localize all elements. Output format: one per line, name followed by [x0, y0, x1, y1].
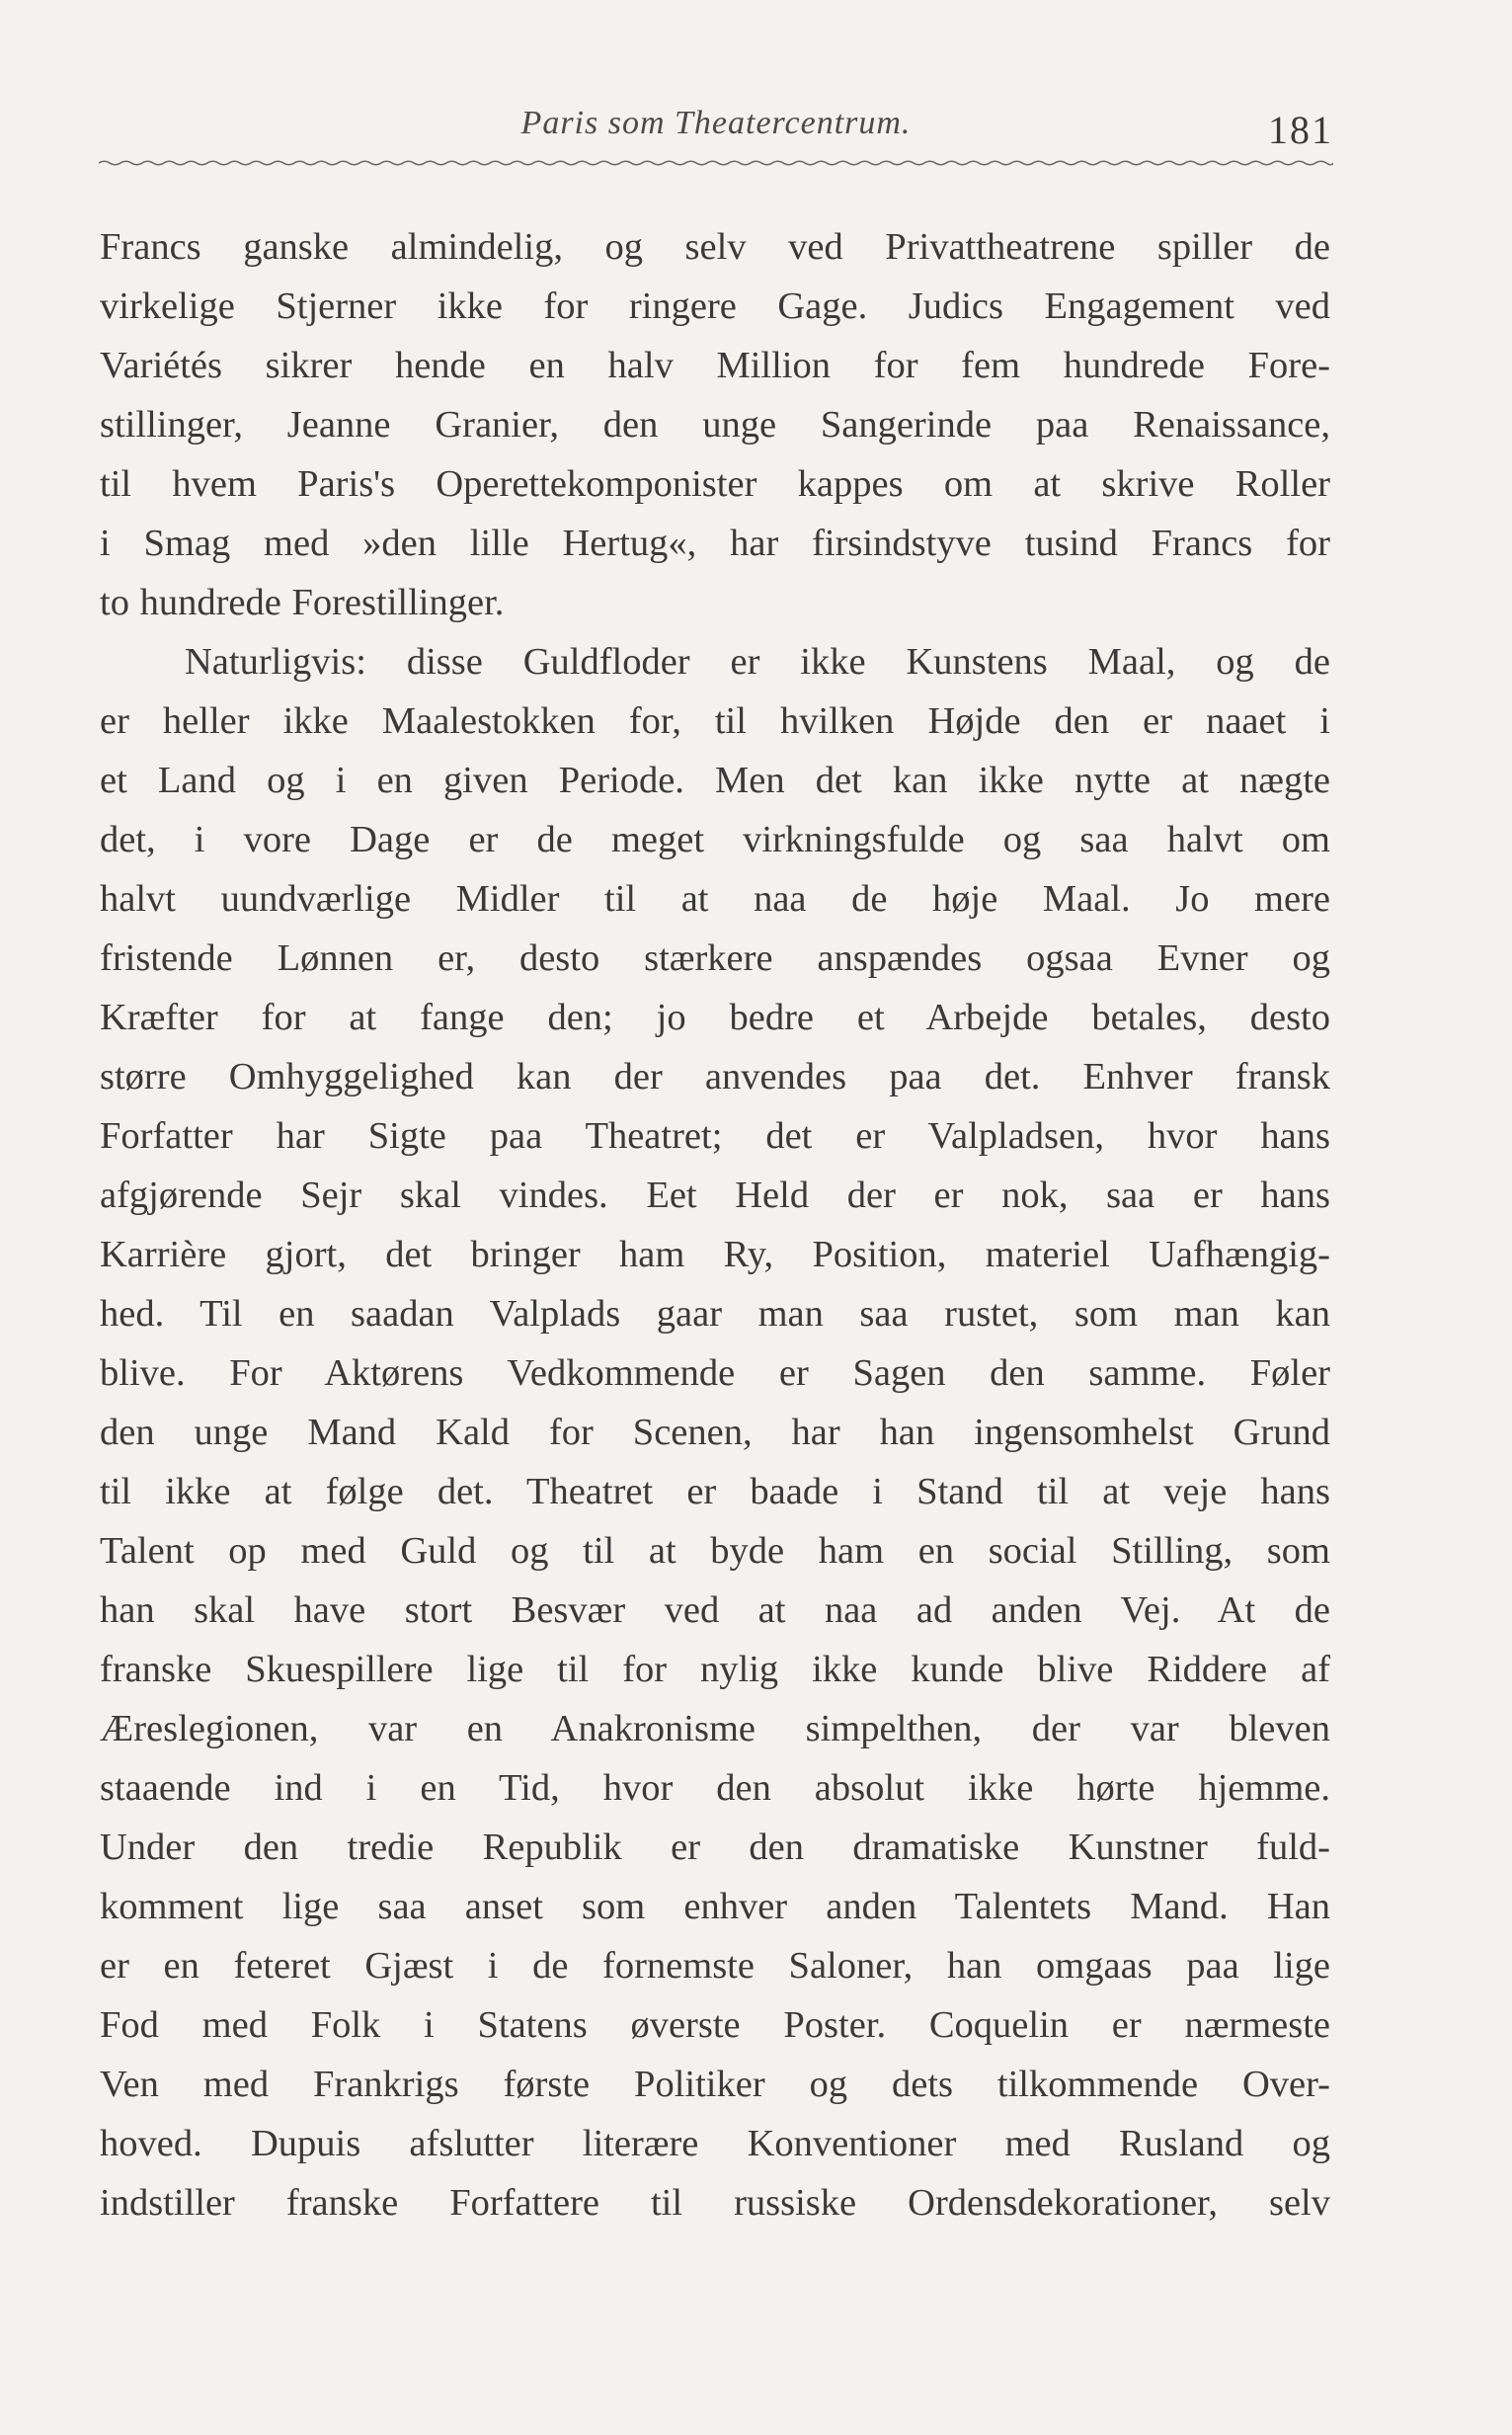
text-line: er en feteret Gjæst i de fornemste Saloner, han omgaas paa lige: [100, 1945, 1330, 1987]
text-line: stillinger, Jeanne Granier, den unge Sangerinde paa Renaissance,: [100, 404, 1330, 446]
body-text: [100, 217, 1330, 2232]
ornamental-rule: [99, 156, 1333, 170]
text-line: Æreslegionen, var en Anakronisme simpelthen, der var bleven: [100, 1708, 1330, 1749]
text-line: komment lige saa anset som enhver anden Talentets Mand. Han: [100, 1886, 1330, 1927]
text-line: fristende Lønnen er, desto stærkere anspændes ogsaa Evner og: [100, 937, 1330, 979]
text-line: til ikke at følge det. Theatret er baade i Stand til at veje hans: [100, 1471, 1330, 1512]
text-line: Naturligvis: disse Guldfloder er ikke Kunstens Maal, og de: [185, 641, 1330, 683]
text-line: hoved. Dupuis afslutter literære Konventioner med Rusland og: [100, 2123, 1330, 2164]
page-number: 181: [1268, 108, 1333, 152]
text-line: han skal have stort Besvær ved at naa ad anden Vej. At de: [100, 1589, 1330, 1631]
running-head: [99, 99, 1333, 158]
text-line: Kræfter for at fange den; jo bedre et Arbejde betales, desto: [100, 997, 1330, 1038]
text-line: virkelige Stjerner ikke for ringere Gage. Judics Engagement ved: [100, 285, 1330, 327]
text-line: hed. Til en saadan Valplads gaar man saa rustet, som man kan: [100, 1293, 1330, 1335]
text-line: et Land og i en given Periode. Men det kan ikke nytte at nægte: [100, 760, 1330, 801]
text-line: franske Skuespillere lige til for nylig ikke kunde blive Riddere af: [100, 1649, 1330, 1690]
text-line: Fod med Folk i Statens øverste Poster. Coquelin er nærmeste: [100, 2004, 1330, 2046]
text-line: Under den tredie Republik er den dramatiske Kunstner fuld-: [100, 1826, 1330, 1868]
text-line: den unge Mand Kald for Scenen, har han ingensomhelst Grund: [100, 1412, 1330, 1453]
text-line: Talent op med Guld og til at byde ham en social Stilling, som: [100, 1530, 1330, 1572]
text-line: to hundrede Forestillinger.: [100, 582, 505, 623]
text-line: det, i vore Dage er de meget virkningsfulde og saa halvt om: [100, 819, 1330, 860]
text-line: indstiller franske Forfattere til russiske Ordensdekorationer, selv: [100, 2182, 1330, 2224]
text-line: Variétés sikrer hende en halv Million for fem hundrede Fore-: [100, 345, 1330, 386]
text-line: staaende ind i en Tid, hvor den absolut ikke hørte hjemme.: [100, 1767, 1330, 1809]
text-line: Forfatter har Sigte paa Theatret; det er Valpladsen, hvor hans: [100, 1115, 1330, 1157]
text-line: til hvem Paris's Operettekomponister kappes om at skrive Roller: [100, 463, 1330, 505]
text-line: større Omhyggelighed kan der anvendes paa det. Enhver fransk: [100, 1056, 1330, 1097]
text-line: i Smag med »den lille Hertug«, har firsindstyve tusind Francs for: [100, 523, 1330, 564]
text-line: Karrière gjort, det bringer ham Ry, Position, materiel Uafhængig-: [100, 1234, 1330, 1275]
text-line: er heller ikke Maalestokken for, til hvilken Højde den er naaet i: [100, 700, 1330, 742]
text-line: Ven med Frankrigs første Politiker og dets tilkommende Over-: [100, 2064, 1330, 2105]
text-line: Francs ganske almindelig, og selv ved Privattheatrene spiller de: [100, 226, 1330, 268]
running-title: Paris som Theatercentrum.: [520, 105, 912, 141]
text-line: afgjørende Sejr skal vindes. Eet Held der er nok, saa er hans: [100, 1175, 1330, 1216]
text-line: halvt uundværlige Midler til at naa de høje Maal. Jo mere: [100, 878, 1330, 920]
wavy-rule-ornament: [99, 156, 1333, 170]
text-line: blive. For Aktørens Vedkommende er Sagen den samme. Føler: [100, 1352, 1330, 1394]
